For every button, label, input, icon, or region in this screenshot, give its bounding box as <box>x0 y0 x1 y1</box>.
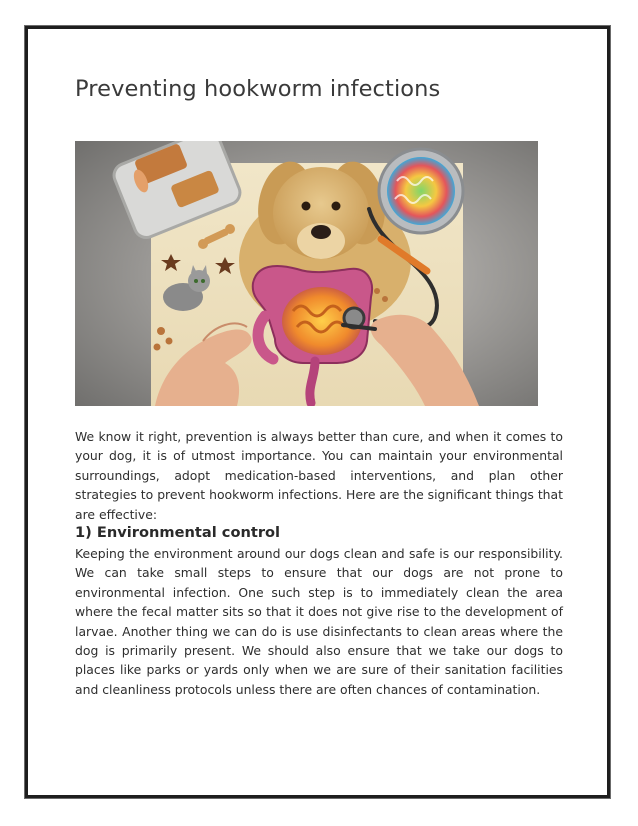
section-paragraph-environmental-control: Keeping the environment around our dogs clean and safe is our responsibility. We can take small steps to ensure that our dogs are not prone to environmental infection. One such step is to immediately clean the area where the fecal matter sits so that it does not give rise to the development of larvae. Another thing we can do is use disinfectants to clean areas where the dog is primarily present. We should also ensure that we take our dogs to places like parks or yards only when we are sure of their sanitation facilities and cleanliness protocols unless there are often chances of contamination. <box>75 546 563 697</box>
colorful-bowl-icon <box>379 149 463 233</box>
intro-paragraph: We know it right, prevention is always better than cure, and when it comes to your dog, it is of utmost importance. You can maintain your environmental surroundings, adopt medication-based interventions, and plan other strategies to prevent hookworm infections. Here are the significant things that are effective: <box>75 429 563 522</box>
hero-image <box>75 141 538 406</box>
page-title: Preventing hookworm infections <box>75 76 441 102</box>
section-heading-environmental-control: 1) Environmental control <box>75 524 281 541</box>
